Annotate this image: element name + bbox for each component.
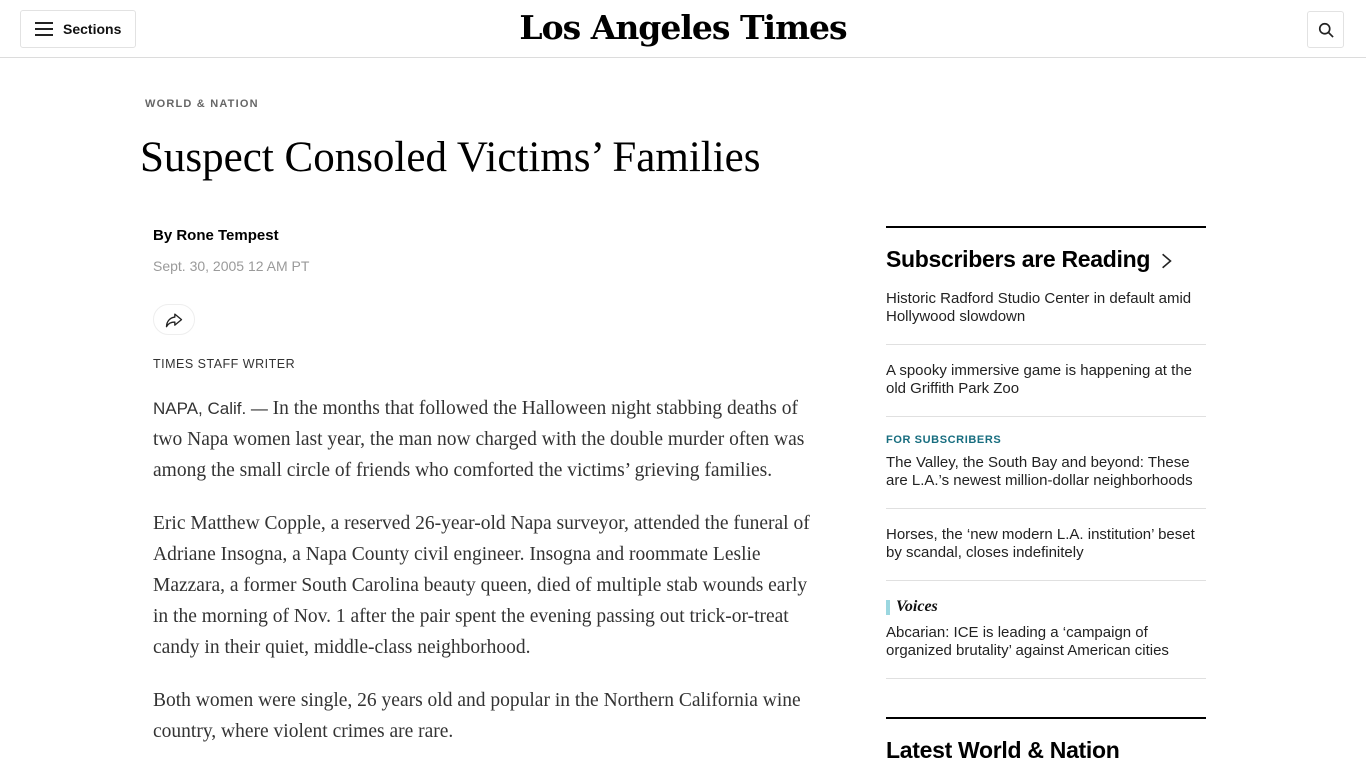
top-navigation-bar [0, 0, 1366, 58]
list-item [886, 581, 1206, 679]
chevron-right-icon [1158, 252, 1174, 270]
breadcrumb-category[interactable]: WORLD & NATION [145, 98, 259, 110]
voices-label[interactable] [886, 598, 1206, 616]
hamburger-icon [35, 22, 53, 36]
sidebar-article-link[interactable]: Historic Radford Studio Center in default amid Hollywood slowdown [886, 290, 1192, 325]
sidebar-article-link[interactable]: A spooky immersive game is happening at the old Griffith Park Zoo [886, 362, 1192, 397]
paragraph-1 [153, 393, 821, 486]
byline-block [153, 227, 830, 274]
latest-section-rule [886, 717, 1206, 719]
latest-world-nation-section [886, 717, 1206, 764]
sidebar-article-link[interactable]: The Valley, the South Bay and beyond: These are L.A.’s newest million-dollar neighborhoods [886, 454, 1193, 489]
search-icon [1316, 20, 1336, 40]
paragraph-2: Eric Matthew Copple, a reserved 26-year-old Napa surveyor, attended the funeral of Adriane Insogna, a Napa County civil engineer. Insogna and roommate Leslie Mazzara, a former South Carolina beauty queen, died of multiple stab wounds early in the morning of Nov. 1 after the pair spent the evening passing out trick-or-treat candy in their quiet, middle-class neighborhood. [153, 513, 810, 659]
publish-date: Sept. 30, 2005 12 AM PT [153, 258, 310, 275]
sidebar-article-link[interactable]: Horses, the ‘new modern L.A. institution’ beset by scandal, closes indefinitely [886, 526, 1195, 561]
subscribers-reading-heading-link[interactable] [886, 246, 1206, 273]
article-body [153, 393, 821, 747]
list-item [886, 273, 1206, 345]
article-main-column [140, 58, 830, 747]
latest-world-nation-heading[interactable]: Latest World & Nation [886, 737, 1120, 763]
subscribers-reading-heading: Subscribers are Reading [886, 246, 1151, 272]
la-times-logo[interactable]: Los Angeles Times [519, 8, 847, 47]
dateline: NAPA, Calif. — [153, 399, 273, 419]
sidebar-article-link[interactable]: Abcarian: ICE is leading a ‘campaign of organized brutality’ against American cities [886, 624, 1169, 659]
sidebar-top-rule [886, 226, 1206, 228]
sections-label: Sections [63, 21, 122, 37]
list-item [886, 417, 1206, 509]
share-icon [164, 311, 184, 329]
author-byline[interactable]: By Rone Tempest [153, 227, 279, 245]
author-role: TIMES STAFF WRITER [153, 357, 296, 372]
paragraph-3: Both women were single, 26 years old and popular in the Northern California wine country, where violent crimes are rare. [153, 690, 801, 743]
share-button[interactable] [153, 304, 195, 335]
paragraph-1-text: In the months that followed the Halloween night stabbing deaths of two Napa women last year, the man now charged with the double murder often was among the small circle of friends who comforted the victims’ grieving families. [153, 398, 805, 482]
list-item [886, 345, 1206, 417]
right-sidebar [886, 226, 1206, 764]
for-subscribers-label: FOR SUBSCRIBERS [886, 434, 1002, 446]
voices-accent-bar [886, 600, 890, 615]
sections-menu-button[interactable] [20, 10, 136, 48]
list-item [886, 509, 1206, 581]
article-headline: Suspect Consoled Victims’ Families [140, 134, 761, 181]
search-button[interactable] [1307, 11, 1344, 48]
voices-label-text: Voices [896, 598, 938, 615]
